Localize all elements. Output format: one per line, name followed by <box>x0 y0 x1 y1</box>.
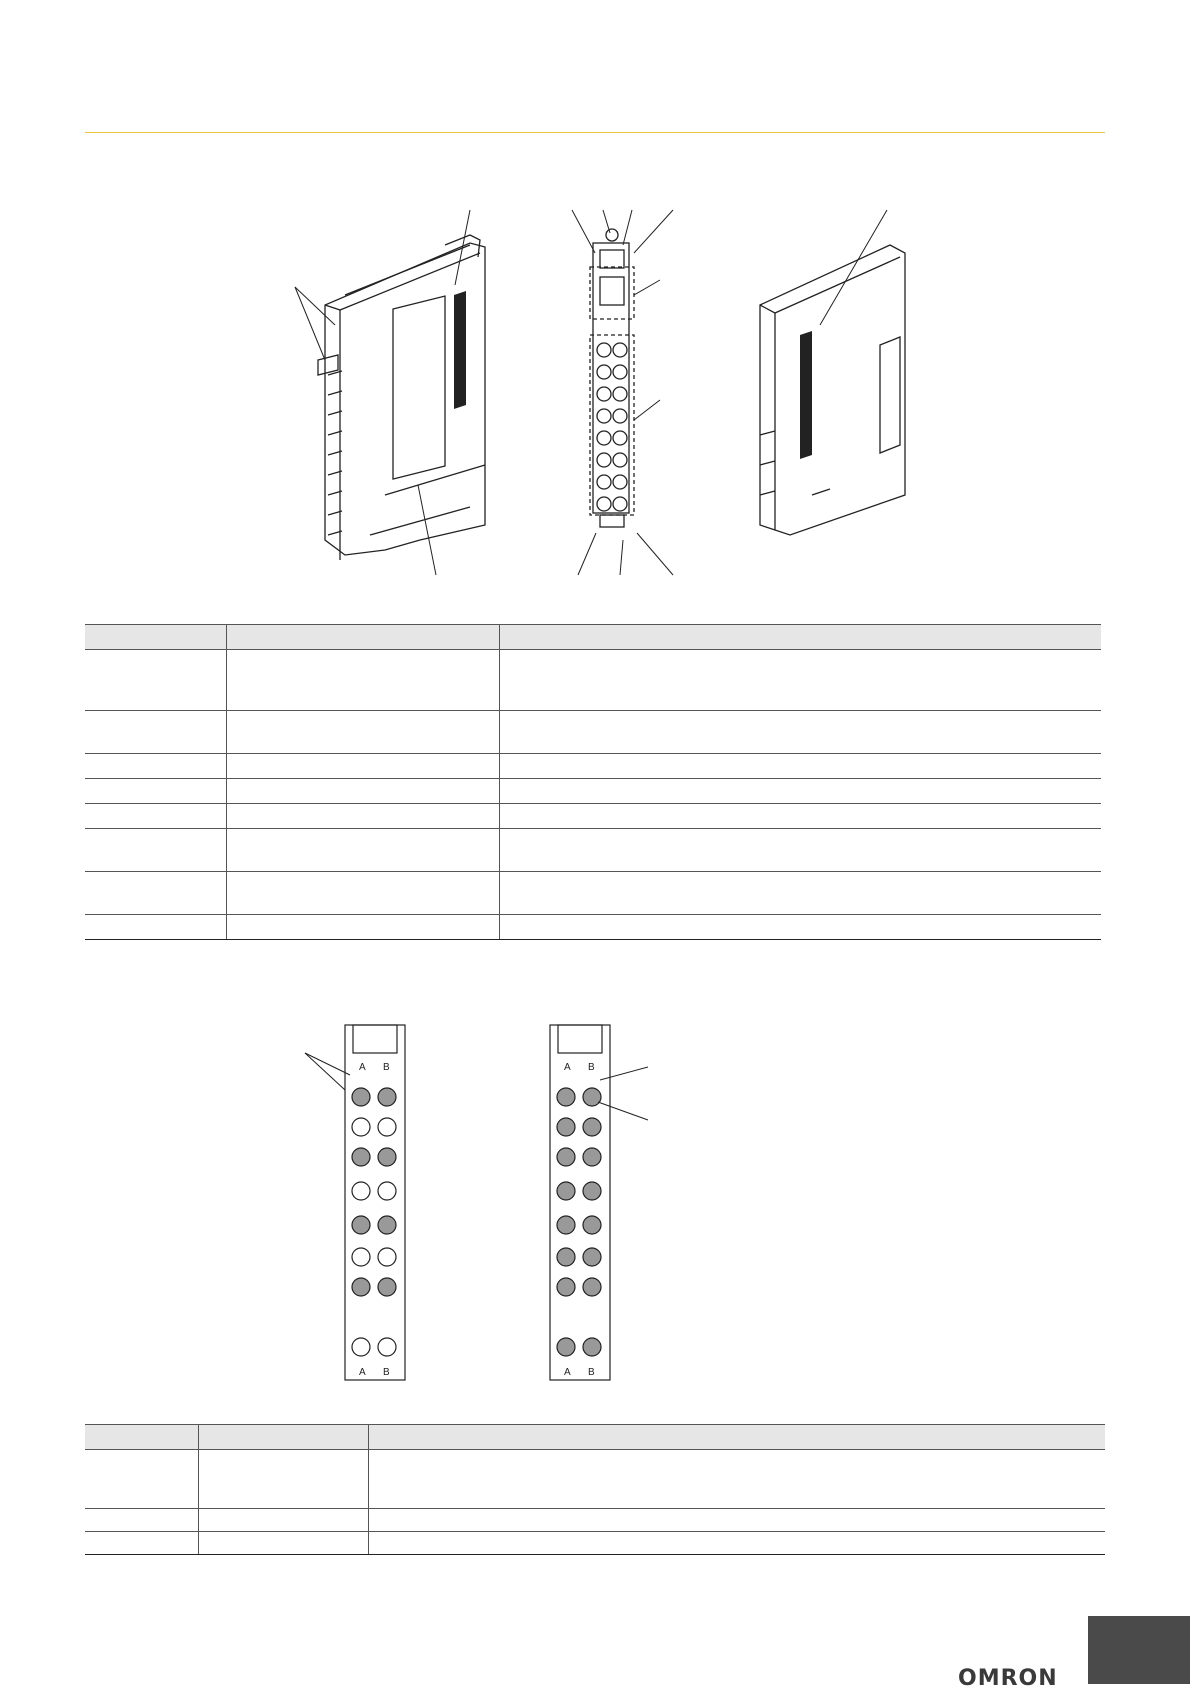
svg-text:B: B <box>588 1062 595 1073</box>
unit-front-oblique-view <box>318 235 485 560</box>
table-row <box>85 915 1101 940</box>
table-header-row <box>85 1425 1105 1450</box>
omron-logo: OMRON <box>958 1666 1058 1691</box>
terminal-parts-table <box>85 1424 1105 1555</box>
svg-text:B: B <box>383 1062 390 1073</box>
table-row <box>85 829 1101 872</box>
page-tab <box>1088 1616 1190 1684</box>
unit-parts-table <box>85 624 1101 940</box>
table-row <box>85 711 1101 754</box>
table-row <box>85 650 1101 711</box>
svg-text:B: B <box>588 1367 595 1378</box>
svg-text:B: B <box>383 1367 390 1378</box>
table-row <box>85 872 1101 915</box>
table-row <box>85 1509 1105 1532</box>
unit-front-view <box>590 229 634 527</box>
svg-text:A: A <box>564 1062 571 1073</box>
terminal-block-right <box>550 1025 610 1380</box>
unit-rear-oblique-view <box>760 245 905 535</box>
table-row <box>85 1532 1105 1555</box>
terminal-block-left <box>345 1025 405 1380</box>
table-header-row <box>85 625 1101 650</box>
table-row <box>85 754 1101 779</box>
svg-text:A: A <box>359 1062 366 1073</box>
header-rule <box>85 132 1105 133</box>
svg-text:A: A <box>359 1367 366 1378</box>
unit-parts-figure <box>0 195 1190 585</box>
table-row <box>85 804 1101 829</box>
table-row <box>85 1450 1105 1509</box>
terminal-block-figure <box>0 1010 1190 1390</box>
table-row <box>85 779 1101 804</box>
svg-text:A: A <box>564 1367 571 1378</box>
